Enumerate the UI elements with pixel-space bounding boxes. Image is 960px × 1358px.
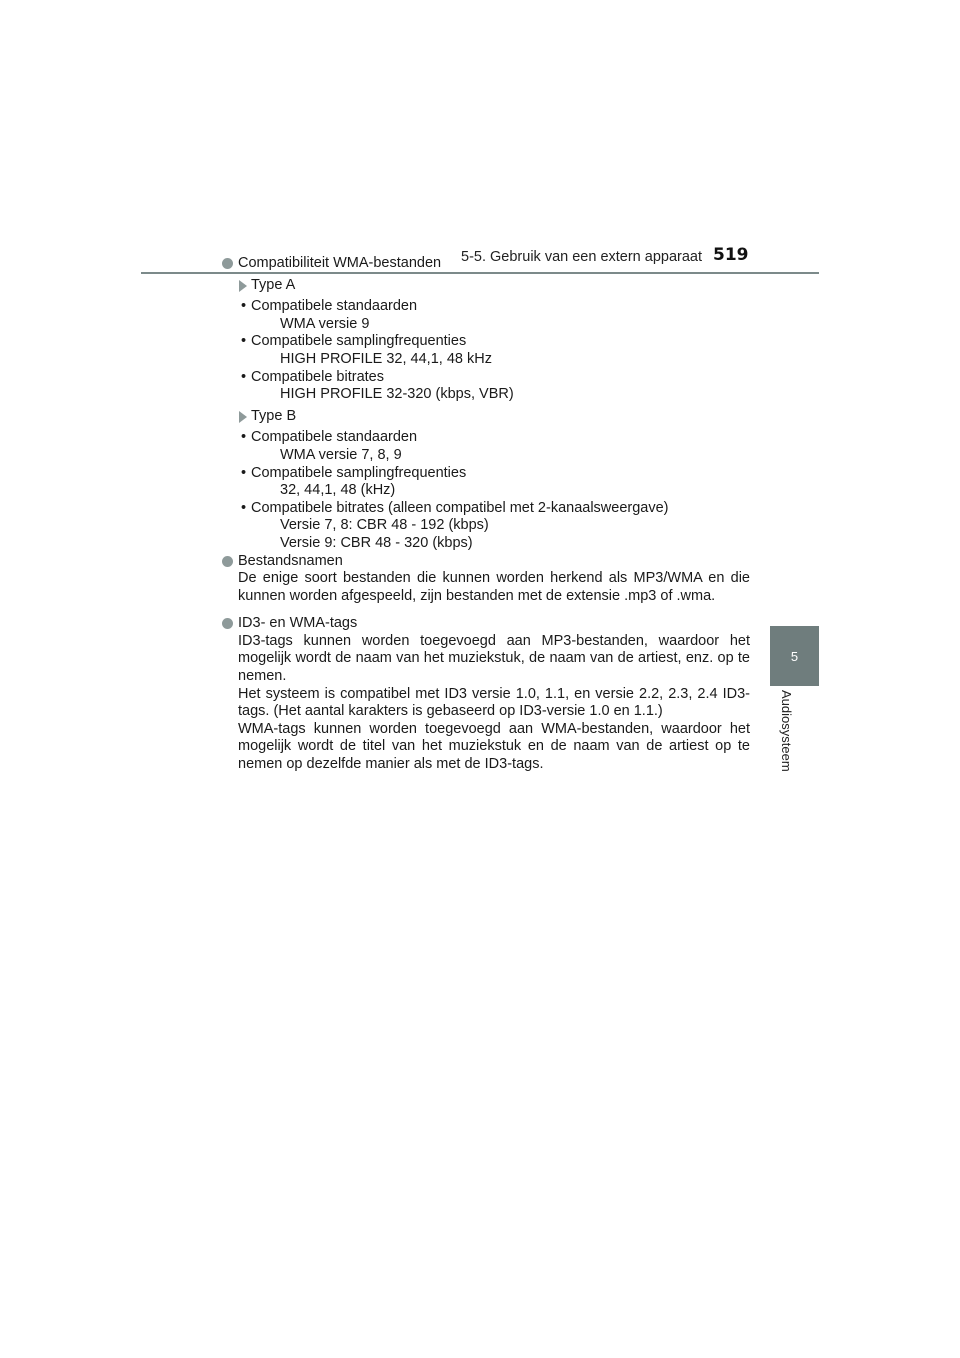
dot-marker: • xyxy=(241,429,247,446)
tags-paragraph-3: WMA-tags kunnen worden toegevoegd aan WMA-bestanden, waardoor het mogelijk wordt de titel van het muziekstuk en de naam van de artiest op te nemen op dezelfde manier als met de ID3-tags. xyxy=(238,720,750,773)
dot-marker: • xyxy=(241,464,247,481)
list-item xyxy=(222,298,750,333)
list-item xyxy=(222,369,750,404)
item-value: 32, 44,1, 48 (kHz) xyxy=(280,482,396,499)
item-value: Versie 9: CBR 48 - 320 (kbps) xyxy=(280,534,473,551)
page-content xyxy=(222,255,750,774)
type-b-label: Type B xyxy=(251,407,297,424)
item-value: HIGH PROFILE 32, 44,1, 48 kHz xyxy=(280,350,492,367)
chapter-tab-title-box xyxy=(770,686,819,1116)
filenames-section xyxy=(222,553,750,606)
tags-section xyxy=(222,615,750,773)
item-label: Compatibele standaarden xyxy=(251,429,418,446)
list-item xyxy=(222,500,750,553)
running-header-section: 5-5. Gebruik van een extern apparaat xyxy=(461,249,703,265)
circle-bullet-icon xyxy=(222,258,233,269)
type-b-heading xyxy=(222,408,750,426)
chapter-tab-title: Audiosysteem xyxy=(779,690,794,772)
filenames-text: De enige soort bestanden die kunnen worden herkend als MP3/WMA en die kunnen worden afgespeeld, zijn bestanden met de extensie .mp3 of .wma. xyxy=(238,570,750,604)
chapter-number: 5 xyxy=(790,648,799,664)
dot-marker: • xyxy=(241,499,247,516)
type-a-heading xyxy=(222,277,750,295)
page-number: 519 xyxy=(713,245,749,265)
list-item xyxy=(222,333,750,368)
list-item xyxy=(222,429,750,464)
item-label: Compatibele standaarden xyxy=(251,298,418,315)
list-item xyxy=(222,465,750,500)
item-label: Compatibele samplingfrequenties xyxy=(251,464,467,481)
item-value: WMA versie 9 xyxy=(280,315,370,332)
dot-marker: • xyxy=(241,368,247,385)
item-value: Versie 7, 8: CBR 48 - 192 (kbps) xyxy=(280,517,489,534)
wma-section xyxy=(222,255,750,273)
circle-bullet-icon xyxy=(222,556,233,567)
wma-title: Compatibiliteit WMA-bestanden xyxy=(238,255,442,271)
tags-paragraph-1: ID3-tags kunnen worden toegevoegd aan MP3-bestanden, waardoor het mogelijk wordt de naam van het muziekstuk, de naam van de artiest, enz. op te nemen. xyxy=(238,632,750,685)
triangle-right-icon xyxy=(239,411,247,423)
tags-title: ID3- en WMA-tags xyxy=(238,615,358,632)
item-label: Compatibele bitrates (alleen compatibel met 2-kanaalsweergave) xyxy=(251,499,669,516)
triangle-right-icon xyxy=(239,280,247,292)
tags-paragraph-2: Het systeem is compatibel met ID3 versie 1.0, 1.1, en versie 2.2, 2.3, 2.4 ID3-tags. (Het aantal karakters is gebaseerd op ID3-versie 1.0 en 1.1.) xyxy=(238,685,750,720)
item-label: Compatibele bitrates xyxy=(251,368,384,385)
type-a-label: Type A xyxy=(251,276,296,293)
item-value: HIGH PROFILE 32-320 (kbps, VBR) xyxy=(280,386,514,403)
item-value: WMA versie 7, 8, 9 xyxy=(280,446,402,463)
chapter-tab-number xyxy=(770,626,819,686)
dot-marker: • xyxy=(241,298,247,315)
dot-marker: • xyxy=(241,333,247,350)
filenames-title: Bestandsnamen xyxy=(238,552,343,569)
item-label: Compatibele samplingfrequenties xyxy=(251,333,467,350)
circle-bullet-icon xyxy=(222,618,233,629)
